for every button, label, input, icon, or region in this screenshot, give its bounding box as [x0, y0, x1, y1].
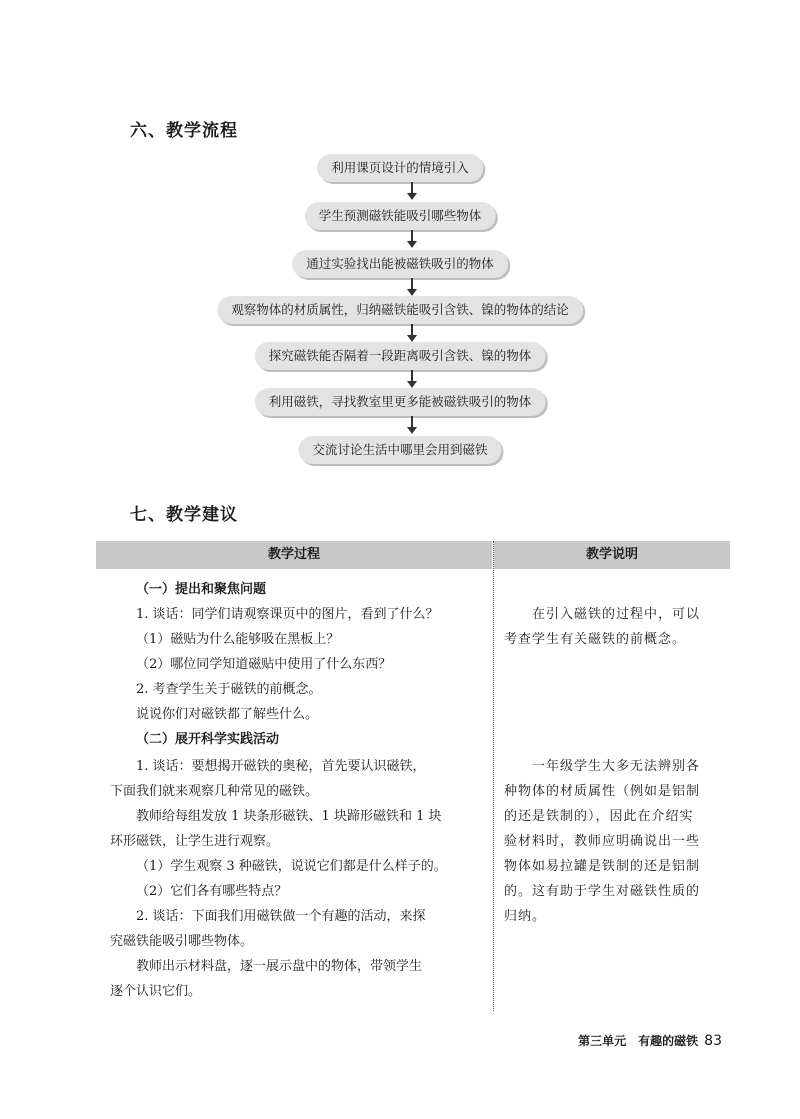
note-line: 考查学生有关磁铁的前概念。: [504, 632, 687, 647]
flow-arrow: [411, 324, 413, 336]
process-line: （1）学生观察 3 种磁铁，说说它们都是什么样子的。: [136, 859, 447, 874]
process-line: （2）它们各有哪些特点？: [136, 884, 288, 899]
column-divider: [493, 541, 494, 1011]
section-title-flow: 六、教学流程: [130, 121, 238, 141]
note-line: 验材料时，教师应明确说出一些: [504, 834, 701, 849]
note-line: 归纳。: [504, 909, 547, 924]
section-title-suggestions: 七、教学建议: [130, 505, 238, 525]
footer-unit: 第三单元 有趣的磁铁: [578, 1034, 699, 1048]
flow-arrow: [411, 278, 413, 290]
note-line: 一年级学生大多无法辨别各: [532, 759, 701, 774]
flow-arrow: [411, 370, 413, 382]
process-line: （1）磁贴为什么能够吸在黑板上？: [136, 632, 340, 647]
process-line: 环形磁铁，让学生进行观察。: [110, 834, 280, 849]
process-line: 下面我们就来观察几种常见的磁铁。: [110, 784, 319, 799]
process-line: 2. 谈话：下面我们用磁铁做一个有趣的活动，来探: [136, 909, 426, 924]
header-teaching-process: 教学过程: [96, 541, 492, 569]
note-line: 在引入磁铁的过程中，可以: [532, 607, 701, 622]
flow-step-3: 通过实验找出能被磁铁吸引的物体: [292, 250, 508, 278]
flowchart: [0, 150, 800, 470]
note-line: 的。这有助于学生对磁铁性质的: [504, 884, 701, 899]
flow-step-2: 学生预测磁铁能吸引哪些物体: [305, 202, 496, 230]
process-line: （2）哪位同学知道磁贴中使用了什么东西？: [136, 657, 392, 672]
process-line: 1. 谈话：要想揭开磁铁的奥秘，首先要认识磁铁，: [136, 759, 426, 774]
process-line: 教师给每组发放 1 块条形磁铁、1 块蹄形磁铁和 1 块: [136, 809, 442, 824]
note-line: 种物体的材质属性（例如是铝制: [504, 784, 701, 799]
flow-arrow: [411, 182, 413, 194]
flow-step-5: 探究磁铁能否隔着一段距离吸引含铁、镍的物体: [255, 342, 546, 370]
process-line: 逐个认识它们。: [110, 984, 202, 999]
page-footer: [578, 1032, 722, 1049]
process-line: 究磁铁能吸引哪些物体。: [110, 934, 254, 949]
teaching-table: [96, 541, 730, 1011]
flow-arrow: [411, 230, 413, 242]
flow-step-4: 观察物体的材质属性，归纳磁铁能吸引含铁、镍的物体的结论: [217, 296, 583, 324]
process-line: 1. 谈话：同学们请观察课页中的图片，看到了什么？: [136, 607, 439, 622]
page-number: 83: [704, 1033, 722, 1049]
process-line: 说说你们对磁铁都了解些什么。: [136, 707, 319, 722]
note-line: 的还是铁制的），因此在介绍实: [504, 809, 694, 824]
note-line: 物体如易拉罐是铁制的还是铝制: [504, 859, 701, 874]
flow-arrow: [411, 416, 413, 428]
process-subheading: （一）提出和聚焦问题: [136, 582, 267, 597]
process-line: 2. 考查学生关于磁铁的前概念。: [136, 682, 322, 697]
header-teaching-notes: 教学说明: [494, 541, 730, 569]
process-subheading: （二）展开科学实践活动: [136, 732, 280, 747]
flow-step-6: 利用磁铁，寻找教室里更多能被磁铁吸引的物体: [255, 388, 546, 416]
process-line: 教师出示材料盘，逐一展示盘中的物体，带领学生: [136, 959, 423, 974]
flow-step-7: 交流讨论生活中哪里会用到磁铁: [298, 436, 501, 464]
flow-step-1: 利用课页设计的情境引入: [317, 154, 483, 182]
